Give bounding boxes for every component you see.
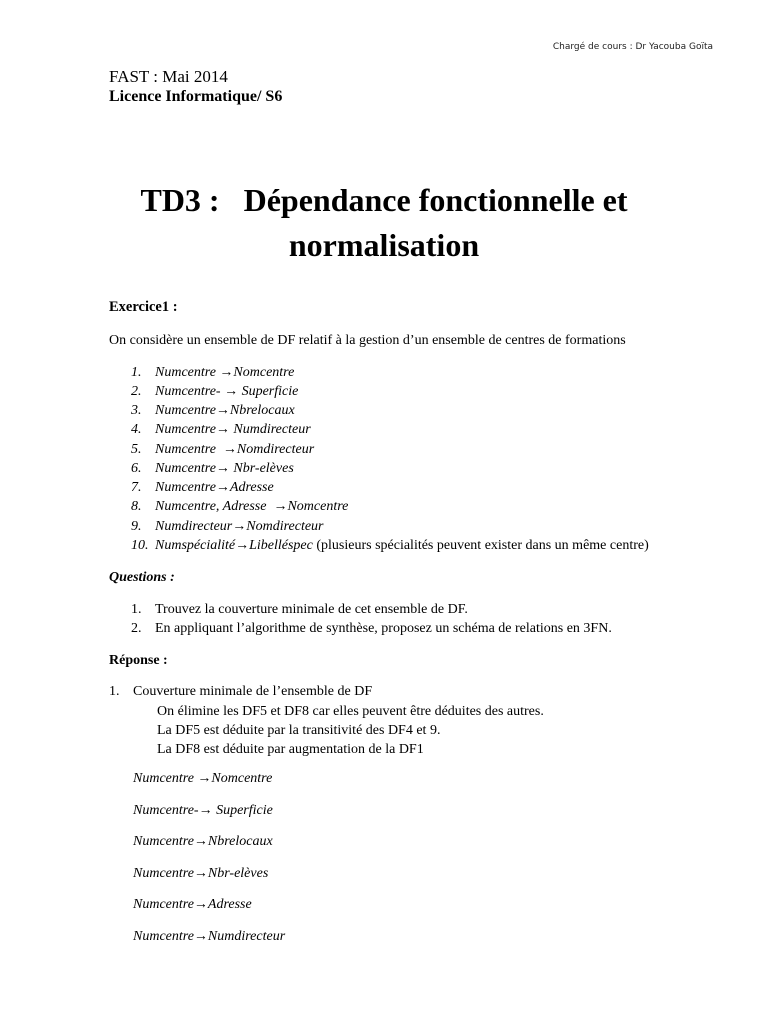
explanation-line: On élimine les DF5 et DF8 car elles peuvent être déduites des autres. [157,704,544,719]
df-text: Numspécialité→Libelléspec [155,538,313,553]
df-number: 9. [131,519,142,534]
df-item [131,459,294,478]
df-number: 7. [131,480,142,495]
df-number: 4. [131,422,142,437]
questions-heading: Questions : [109,570,175,585]
df-text: Numcentre→Adresse [155,480,274,495]
df-item [131,363,294,382]
df-text: Numcentre →Nomcentre [155,365,295,380]
question-text: En appliquant l’algorithme de synthèse, proposez un schéma de relations en 3FN. [155,621,612,636]
df-item [131,536,649,555]
df-number: 5. [131,442,142,457]
program-level: Licence Informatique/ S6 [109,88,283,105]
exercise-heading: Exercice1 : [109,299,178,315]
question-number: 1. [131,602,142,617]
df-item [131,440,314,459]
df-text: Numcentre→Nbrelocaux [155,403,295,418]
response-item [109,682,372,701]
df-number: 1. [131,365,142,380]
df-text: Numcentre→ Nbr-elèves [155,461,294,476]
df-number: 3. [131,403,142,418]
response-heading: Réponse : [109,653,168,668]
df-number: 8. [131,499,142,514]
df-item [131,517,324,536]
title-line-2: normalisation [288,227,480,263]
explanation-line: La DF5 est déduite par la transitivité des DF4 et 9. [157,723,441,738]
question-number: 2. [131,621,142,636]
df-number: 6. [131,461,142,476]
cover-df: Numcentre →Nomcentre [133,771,273,786]
response-number: 1. [109,684,120,699]
cover-df: Numcentre→Nbr-elèves [133,866,269,881]
lecturer-note: Chargé de cours : Dr Yacouba Goïta [552,42,713,52]
cover-df: Numcentre→Nbrelocaux [133,834,273,849]
df-text: Numcentre →Nomdirecteur [155,442,315,457]
title-line-1: TD3 : Dépendance fonctionnelle et [140,182,628,218]
cover-df: Numcentre-→ Superficie [133,803,273,818]
question-item [131,600,468,619]
df-item [131,497,348,516]
df-item [131,478,274,497]
df-text: Numcentre, Adresse →Nomcentre [155,499,349,514]
question-item [131,619,612,638]
exercise-intro: On considère un ensemble de DF relatif à la gestion d’un ensemble de centres de formations [109,333,626,348]
response-title: Couverture minimale de l’ensemble de DF [133,684,373,699]
cover-df: Numcentre→Numdirecteur [133,929,286,944]
df-number: 10. [131,538,149,553]
cover-df: Numcentre→Adresse [133,897,252,912]
df-number: 2. [131,384,142,399]
df-text: Numcentre→ Numdirecteur [155,422,311,437]
institution-date: FAST : Mai 2014 [109,67,228,86]
df-item [131,420,311,439]
df-text: Numcentre- → Superficie [155,384,299,399]
df-item [131,401,295,420]
df-text: Numdirecteur→Nomdirecteur [155,519,324,534]
question-text: Trouvez la couverture minimale de cet ensemble de DF. [155,602,468,617]
page-title [0,178,768,268]
explanation-line: La DF8 est déduite par augmentation de la DF1 [157,742,424,757]
df-item [131,382,298,401]
df-note: (plusieurs spécialités peuvent exister dans un même centre) [312,538,649,553]
